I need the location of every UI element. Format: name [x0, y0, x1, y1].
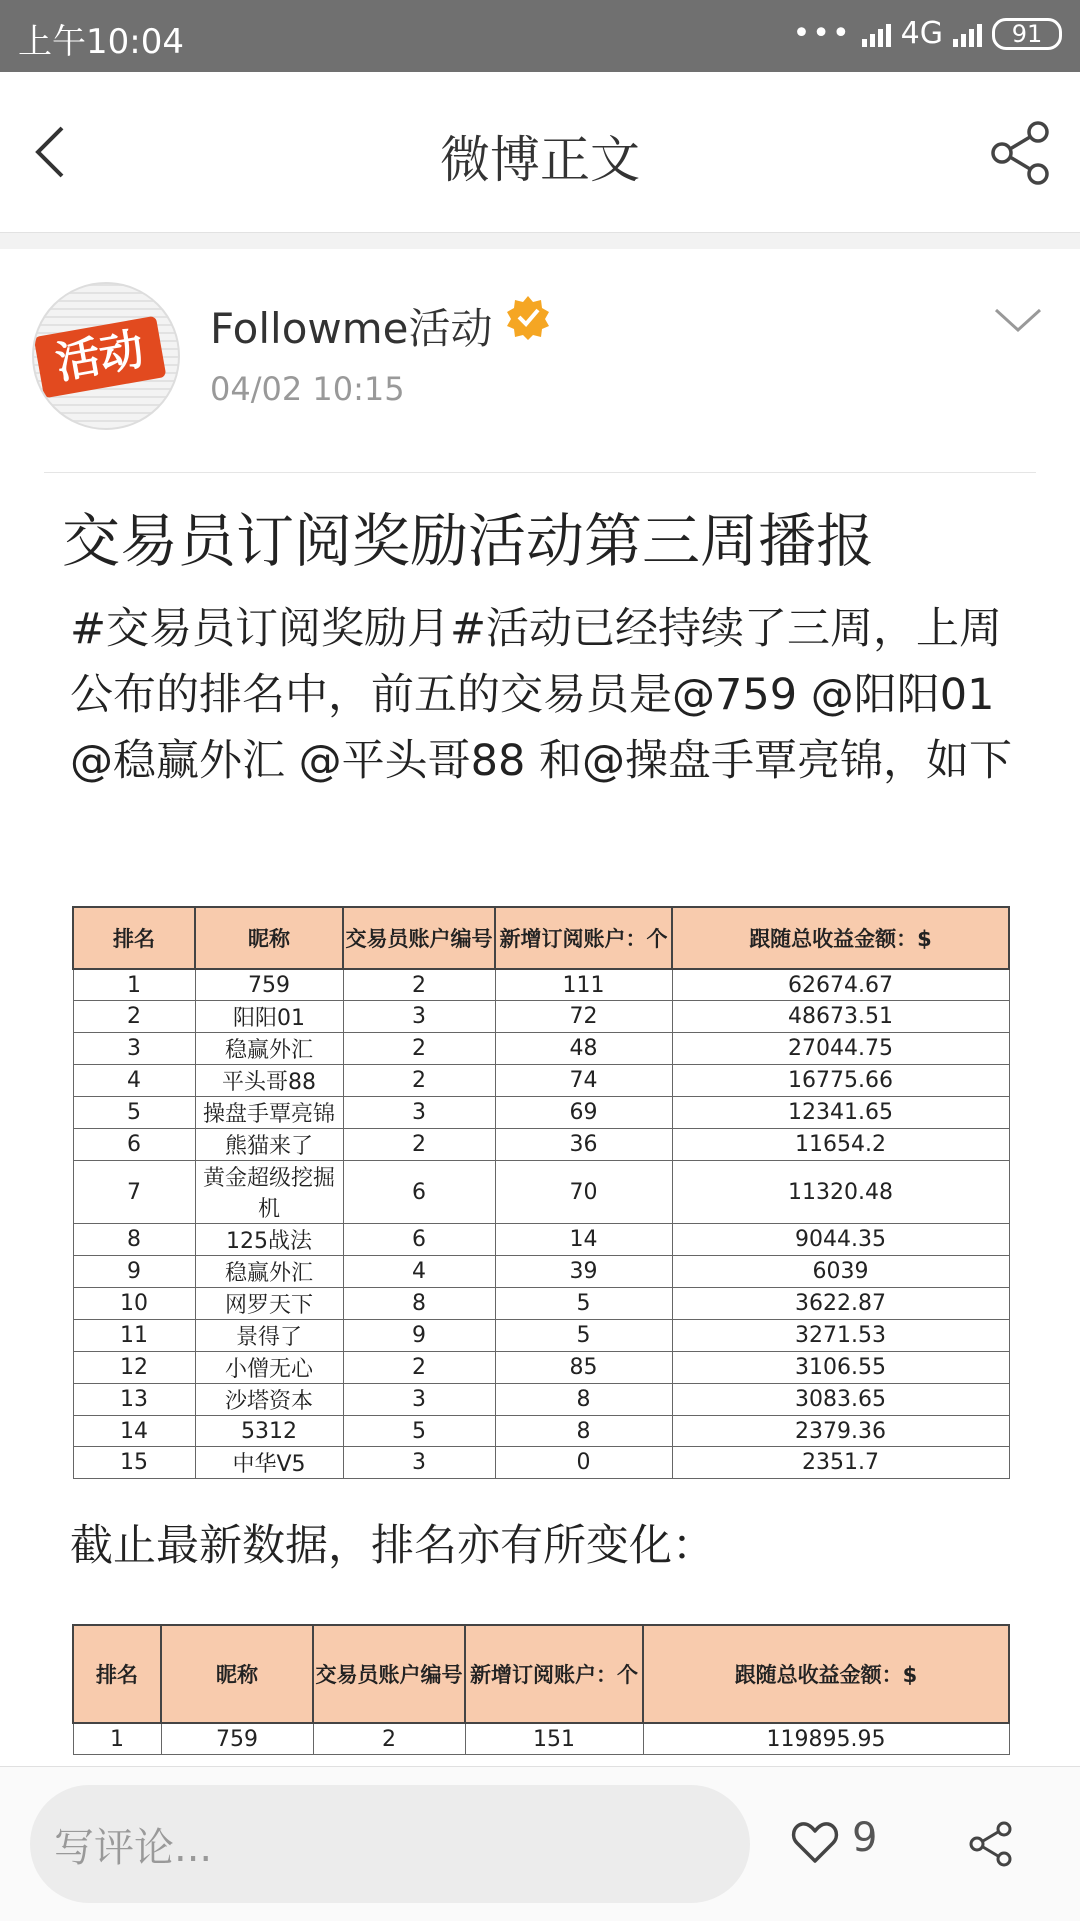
table-cell: 12	[73, 1352, 195, 1384]
column-header: 交易员账户编号	[313, 1625, 465, 1723]
table-cell: 2	[313, 1723, 465, 1755]
section-divider	[0, 233, 1080, 249]
table-cell: 48	[495, 1033, 672, 1065]
table-cell: 5	[495, 1288, 672, 1320]
table-cell: 4	[343, 1256, 495, 1288]
table-cell: 11320.48	[672, 1161, 1009, 1224]
table-cell: 6	[343, 1161, 495, 1224]
table-cell: 平头哥88	[195, 1065, 343, 1097]
table-row	[73, 1352, 1009, 1384]
column-header: 新增订阅账户：个	[465, 1625, 643, 1723]
table-cell: 2351.7	[672, 1447, 1009, 1479]
table-cell: 6039	[672, 1256, 1009, 1288]
network-type: 4G	[900, 16, 943, 51]
table-cell: 2	[343, 1065, 495, 1097]
table-cell: 3083.65	[672, 1384, 1009, 1416]
notification-dots-icon: •••	[792, 16, 852, 51]
share-icon-bottom[interactable]	[968, 1821, 1014, 1867]
table-cell: 36	[495, 1129, 672, 1161]
table-cell: 74	[495, 1065, 672, 1097]
table-header-row	[73, 1625, 1009, 1723]
table-body	[73, 1723, 1009, 1755]
column-header: 排名	[73, 907, 195, 969]
table-cell: 2379.36	[672, 1416, 1009, 1447]
verified-badge-icon	[505, 294, 551, 340]
table-row	[73, 1320, 1009, 1352]
table-row	[73, 1161, 1009, 1224]
table-cell: 3	[343, 1097, 495, 1129]
table-cell: 景得了	[195, 1320, 343, 1352]
table-row	[73, 1723, 1009, 1755]
ranking-table-latest	[72, 1624, 1010, 1755]
table-cell: 2	[343, 1129, 495, 1161]
table-cell: 稳赢外汇	[195, 1033, 343, 1065]
table-cell: 759	[161, 1723, 313, 1755]
table-cell: 5	[495, 1320, 672, 1352]
table-cell: 70	[495, 1161, 672, 1224]
table-cell: 网罗天下	[195, 1288, 343, 1320]
status-time: 上午10:04	[18, 22, 184, 62]
heart-icon[interactable]	[790, 1817, 840, 1867]
like-count: 9	[852, 1815, 878, 1861]
table-cell: 稳赢外汇	[195, 1256, 343, 1288]
battery-icon: 91	[992, 18, 1062, 50]
bottom-bar	[0, 1766, 1080, 1921]
table-row	[73, 1447, 1009, 1479]
table-row	[73, 1224, 1009, 1256]
table-cell: 759	[195, 969, 343, 1001]
avatar[interactable]	[32, 282, 180, 430]
table-cell: 0	[495, 1447, 672, 1479]
ranking-table-last-week	[72, 906, 1010, 1479]
table-row	[73, 1097, 1009, 1129]
column-header: 昵称	[161, 1625, 313, 1723]
page-title: 微博正文	[440, 131, 640, 189]
table-cell: 操盘手覃亮锦	[195, 1097, 343, 1129]
signal-icon	[862, 21, 891, 47]
column-header: 跟随总收益金额：$	[672, 907, 1009, 969]
table-cell: 沙塔资本	[195, 1384, 343, 1416]
table-cell: 69	[495, 1097, 672, 1129]
table-cell: 3106.55	[672, 1352, 1009, 1384]
table-cell: 62674.67	[672, 969, 1009, 1001]
table-cell: 3622.87	[672, 1288, 1009, 1320]
table-cell: 48673.51	[672, 1001, 1009, 1033]
table-cell: 2	[343, 1352, 495, 1384]
table-cell: 27044.75	[672, 1033, 1009, 1065]
table-cell: 中华V5	[195, 1447, 343, 1479]
table-cell: 2	[343, 969, 495, 1001]
table-cell: 8	[343, 1288, 495, 1320]
column-header: 交易员账户编号	[343, 907, 495, 969]
table-cell: 6	[73, 1129, 195, 1161]
table-cell: 111	[495, 969, 672, 1001]
table-cell: 15	[73, 1447, 195, 1479]
table-cell: 5	[343, 1416, 495, 1447]
table-cell: 8	[495, 1384, 672, 1416]
table-cell: 2	[73, 1001, 195, 1033]
table-cell: 14	[495, 1224, 672, 1256]
table-cell: 5312	[195, 1416, 343, 1447]
table-header-row	[73, 907, 1009, 969]
table-cell: 39	[495, 1256, 672, 1288]
table-cell: 13	[73, 1384, 195, 1416]
table-cell: 8	[495, 1416, 672, 1447]
table-cell: 125战法	[195, 1224, 343, 1256]
table-cell: 4	[73, 1065, 195, 1097]
avatar-label: 活动	[34, 316, 167, 399]
author-name[interactable]: Followme活动	[210, 304, 493, 353]
column-header: 跟随总收益金额：$	[643, 1625, 1009, 1723]
status-bar	[0, 0, 1080, 72]
table-cell: 小僧无心	[195, 1352, 343, 1384]
table-cell: 3	[73, 1033, 195, 1065]
table-cell: 16775.66	[672, 1065, 1009, 1097]
table-row	[73, 1384, 1009, 1416]
status-indicators	[793, 16, 1062, 51]
article-title: 交易员订阅奖励活动第三周播报	[62, 507, 875, 575]
table-cell: 11	[73, 1320, 195, 1352]
table-row	[73, 1033, 1009, 1065]
table-cell: 14	[73, 1416, 195, 1447]
table-cell: 85	[495, 1352, 672, 1384]
table-cell: 5	[73, 1097, 195, 1129]
table-cell: 3	[343, 1001, 495, 1033]
table-row	[73, 1129, 1009, 1161]
nav-bar	[0, 72, 1080, 233]
table-cell: 11654.2	[672, 1129, 1009, 1161]
table-cell: 1	[73, 969, 195, 1001]
table-row	[73, 1416, 1009, 1447]
column-header: 新增订阅账户：个	[495, 907, 672, 969]
table-cell: 7	[73, 1161, 195, 1224]
table-cell: 72	[495, 1001, 672, 1033]
table-row	[73, 1001, 1009, 1033]
table-cell: 熊猫来了	[195, 1129, 343, 1161]
table-row	[73, 1065, 1009, 1097]
column-header: 昵称	[195, 907, 343, 969]
table-cell: 3	[343, 1384, 495, 1416]
table-row	[73, 1288, 1009, 1320]
post-time: 04/02 10:15	[210, 370, 405, 408]
table-cell: 2	[343, 1033, 495, 1065]
table-cell: 10	[73, 1288, 195, 1320]
table-row	[73, 969, 1009, 1001]
column-header: 排名	[73, 1625, 161, 1723]
table-cell: 9	[73, 1256, 195, 1288]
table-body	[73, 969, 1009, 1479]
table-cell: 12341.65	[672, 1097, 1009, 1129]
table-cell: 8	[73, 1224, 195, 1256]
table-cell: 黄金超级挖掘机	[195, 1161, 343, 1224]
share-icon[interactable]	[988, 120, 1054, 186]
comment-input[interactable]: 写评论...	[30, 1785, 750, 1903]
table-cell: 1	[73, 1723, 161, 1755]
table-cell: 3	[343, 1447, 495, 1479]
table-cell: 151	[465, 1723, 643, 1755]
article-body: #交易员订阅奖励月#活动已经持续了三周，上周公布的排名中，前五的交易员是@759 @阳阳01 @稳赢外汇 @平头哥88 和@操盘手覃亮锦，如下	[70, 604, 1013, 786]
table-cell: 3271.53	[672, 1320, 1009, 1352]
signal-icon-2	[953, 21, 982, 47]
table-cell: 9	[343, 1320, 495, 1352]
table-cell: 阳阳01	[195, 1001, 343, 1033]
chevron-down-icon[interactable]	[992, 302, 1044, 338]
divider	[44, 472, 1036, 473]
table-row	[73, 1256, 1009, 1288]
table-cell: 119895.95	[643, 1723, 1009, 1755]
table-cell: 6	[343, 1224, 495, 1256]
table-cell: 9044.35	[672, 1224, 1009, 1256]
subheading: 截止最新数据，排名亦有所变化：	[70, 1521, 715, 1571]
